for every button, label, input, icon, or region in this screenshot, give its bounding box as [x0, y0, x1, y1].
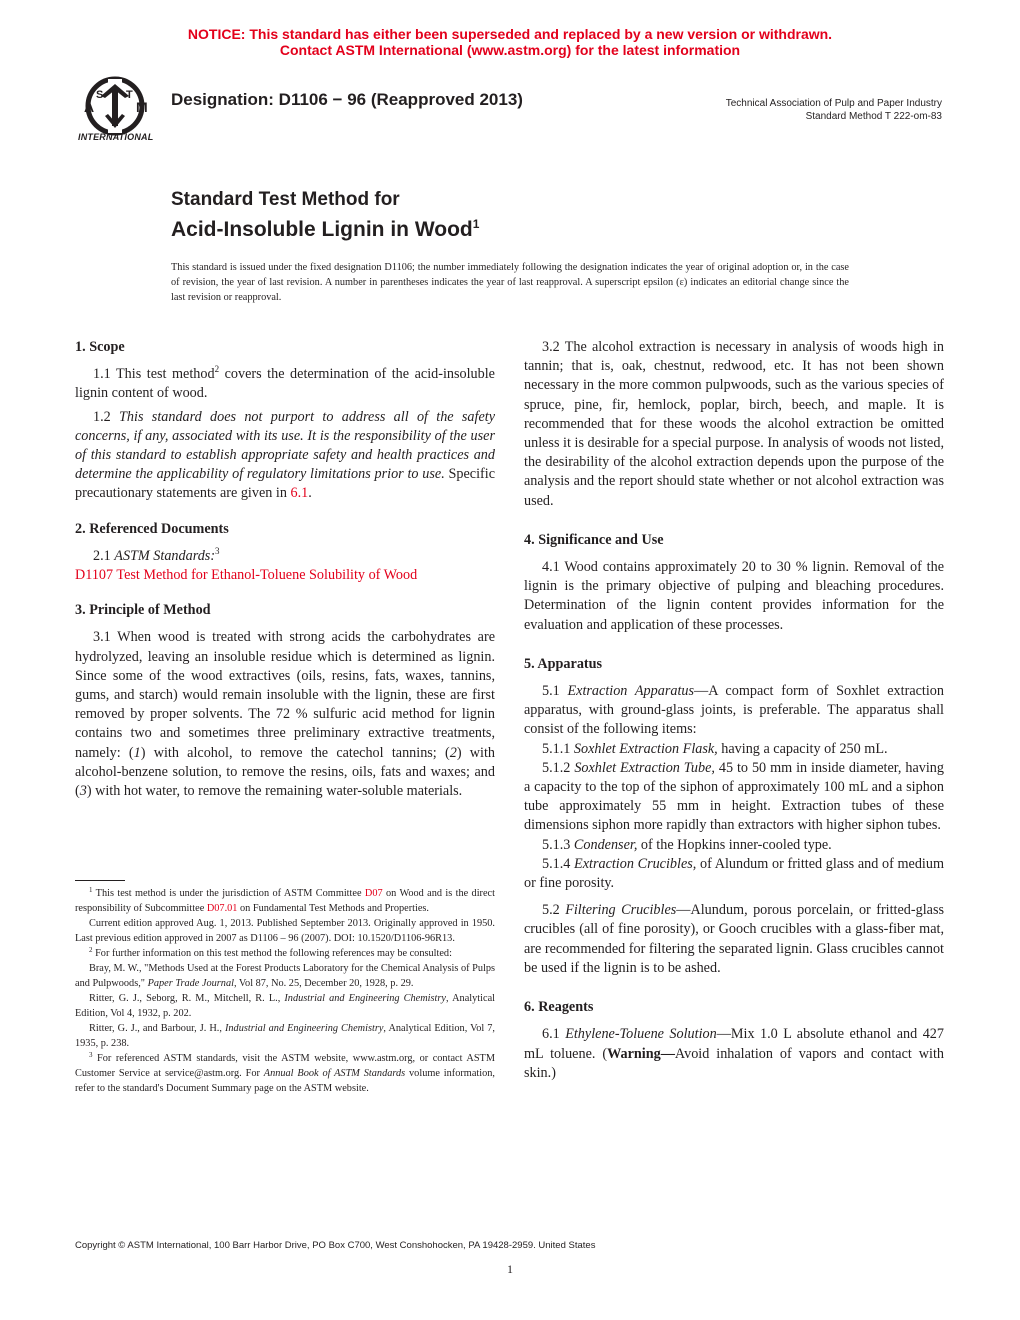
title-footnote-mark[interactable]: 1: [472, 217, 480, 231]
section-heading-scope: 1. Scope: [75, 339, 125, 355]
paragraph-3-1: 3.1 When wood is treated with strong acids the carbohydrates are hydrolyzed, leaving an insoluble residue which is determined as lignin. Since some of the wood extractives (oils, resins, fats, waxes, tannins, gums, and starch) would remain insoluble with the lignin, these are first removed by proper solvents. The 72 % sulfuric acid method for lignin contains two and sometimes three preliminary extractive treatments, namely: (1) with alcohol, to remove the catechol tannins; (2) with alcohol-benzene solution, to remove the resins, oils, fats and waxes; and (3) with hot water, to remove the remaining water-soluble materials.: [75, 629, 495, 800]
section-heading-principle: 3. Principle of Method: [75, 602, 211, 619]
section-heading-reagents: 6. Reagents: [524, 999, 594, 1016]
svg-text:M: M: [136, 99, 148, 115]
footnote-2-ref-3: Ritter, G. J., and Barbour, J. H., Industrial and Engineering Chemistry, Analytical Edition, Vol 7, 1935, p. 238.: [75, 1023, 495, 1049]
title-line-2: Acid-Insoluble Lignin in Wood$^1$: [171, 217, 480, 241]
paragraph-5-1-4: 5.1.4 Extraction Crucibles, of Alundum or fritted glass and of medium or fine porosity.: [524, 855, 944, 892]
paragraph-3-2: 3.2 The alcohol extraction is necessary in analysis of woods high in tannin; that is, oak, chestnut, redwood, etc. It has not been shown necessary in the more common pulpwoods, such as the various species of spruce, pine, fir, hemlock, poplar, birch, beech, and maple. It is recommended that for these woods the alcohol extraction be omitted unless it is desirable for a special purpose. In analysis of woods not listed, the desirability of the alcohol extraction depends upon the purpose of the analysis and the report should state whether or not alcohol extraction was used.: [524, 339, 944, 509]
tappi-line-1: Technical Association of Pulp and Paper Industry: [725, 98, 942, 109]
issuance-statement: This standard is issued under the fixed designation D1106; the number immediately following the designation indicates the year of original adoption or, in the case of revision, the year of last revision. A number in parentheses indicates the year of last reapproval. A superscript epsilon (ε) indicates an editorial change since the last revision or reapproval.: [171, 262, 849, 303]
section-heading-apparatus: 5. Apparatus: [524, 655, 603, 672]
tappi-reference: [726, 97, 942, 123]
paragraph-5-2: 5.2 Filtering Crucibles—Alundum, porous porcelain, or fritted-glass crucibles (all of fine porosity), or Gooch crucibles with a glass-fiber mat, are recommended for filtering the separated lignin. Glass crucibles cannot be used if the lignin is to be ashed.: [524, 902, 944, 976]
link-section-6-1[interactable]: 6.1: [290, 485, 309, 502]
tappi-line-2: Standard Method T 222-om-83: [805, 111, 942, 122]
paragraph-4-1: 4.1 Wood contains approximately 20 to 30 % lignin. Removal of the lignin is the primary objective of pulping and bleaching procedures. Determination of the lignin content provides information for the evaluation and application of these processes.: [524, 559, 944, 633]
paragraph-5-1-2: 5.1.2 Soxhlet Extraction Tube, 45 to 50 mm in inside diameter, having a capacity to the top of the siphon of approximately 100 mL and a siphon tube approximately 55 mm in height. Extraction tubes of these dimensions siphon more rapidly than extractors with higher siphon tubes.: [524, 759, 944, 834]
paragraph-6-1: 6.1 Ethylene-Toluene Solution—Mix 1.0 L absolute ethanol and 427 mL toluene. (Warning—Avoid inhalation of vapors and contact with skin.): [524, 1026, 944, 1081]
logo-text: INTERNATIONAL: [78, 132, 154, 142]
paragraph-5-1-1: 5.1.1 Soxhlet Extraction Flask, having a capacity of 250 mL.: [542, 740, 888, 757]
footnotes: [75, 886, 495, 1096]
link-d1107[interactable]: D1107: [75, 567, 114, 584]
svg-text:S: S: [96, 89, 104, 101]
page-number: 1: [507, 1262, 513, 1276]
svg-text:T: T: [126, 89, 133, 101]
footnote-2: $^2$ For further information on this test method the following references may be consulted:: [89, 946, 452, 959]
withdrawal-notice: [0, 26, 1020, 58]
paragraph-2-1: 2.1 ASTM Standards:$^3$: [93, 545, 220, 564]
right-column: [524, 338, 944, 1083]
astm-logo: [72, 76, 162, 146]
section-heading-referenced-documents: 2. Referenced Documents: [75, 520, 229, 537]
footnote-divider: [75, 880, 125, 881]
link-d07[interactable]: D07: [364, 888, 383, 899]
footnote-ref-3[interactable]: 3: [215, 545, 220, 556]
copyright-notice: Copyright © ASTM International, 100 Barr Harbor Drive, PO Box C700, West Conshohocken, PA 19428-2959. United States: [75, 1240, 596, 1251]
svg-text:A: A: [84, 99, 95, 115]
notice-line-2: Contact ASTM International (www.astm.org) for the latest information: [279, 42, 741, 58]
footnote-2-ref-1: Bray, M. W., "Methods Used at the Forest Products Laboratory for the Chemical Analysis of Pulps and Pulpwoods," Paper Trade Journal, Vol 87, No. 25, December 20, 1928, p. 29.: [75, 963, 495, 989]
footnote-2-ref-2: Ritter, G. J., Seborg, R. M., Mitchell, R. L., Industrial and Engineering Chemistry, Analytical Edition, Vol 4, 1932, p. 202.: [75, 993, 495, 1019]
footnote-1-edition: Current edition approved Aug. 1, 2013. Published September 2013. Originally approved in 1950. Last previous edition approved in 2007 as D1106 – 96 (2007). DOI: 10.1520/D1106-96R13.: [75, 918, 495, 944]
notice-line-1: NOTICE: This standard has either been superseded and replaced by a new version or withdrawn.: [187, 26, 833, 42]
designation: Designation: D1106 − 96 (Reapproved 2013): [171, 90, 523, 109]
footnote-1: $^1$ This test method is under the jurisdiction of ASTM Committee D07 on Wood and is the direct responsibility of Subcommittee D07.01 on Fundamental Test Methods and Properties.: [75, 886, 495, 914]
paragraph-5-1: 5.1 Extraction Apparatus—A compact form of Soxhlet extraction apparatus, with ground-glass joints, is preferable. The apparatus shall consist of the following items:: [524, 683, 944, 738]
paragraph-1-1: 1.1 This test method$^2$ covers the determination of the acid-insoluble lignin content of wood.: [75, 364, 495, 402]
link-d07-01[interactable]: D07.01: [206, 903, 238, 914]
footnote-3: $^3$ For referenced ASTM standards, visit the ASTM website, www.astm.org, or contact ASTM Customer Service at service@astm.org. For Annual Book of ASTM Standards volume information, refer to the standard's Document Summary page on the ASTM website.: [75, 1051, 495, 1094]
paragraph-1-2: 1.2 This standard does not purport to address all of the safety concerns, if any, associated with its use. It is the responsibility of the user of this standard to establish appropriate safety and health practices and determine the applicability of regulatory limitations prior to use. Specific precautionary statements are given in 6.1.: [75, 408, 496, 502]
section-heading-significance: 4. Significance and Use: [524, 531, 664, 548]
document-title: [171, 188, 479, 242]
left-column: [75, 338, 495, 801]
paragraph-5-1-3: 5.1.3 Condenser, of the Hopkins inner-cooled type.: [542, 836, 832, 853]
footnote-ref-2[interactable]: 2: [214, 364, 220, 375]
link-d1107-title[interactable]: Test Method for Ethanol-Toluene Solubility of Wood: [113, 567, 418, 584]
title-line-1: Standard Test Method for: [171, 189, 400, 210]
reference-d1107[interactable]: [75, 566, 495, 585]
